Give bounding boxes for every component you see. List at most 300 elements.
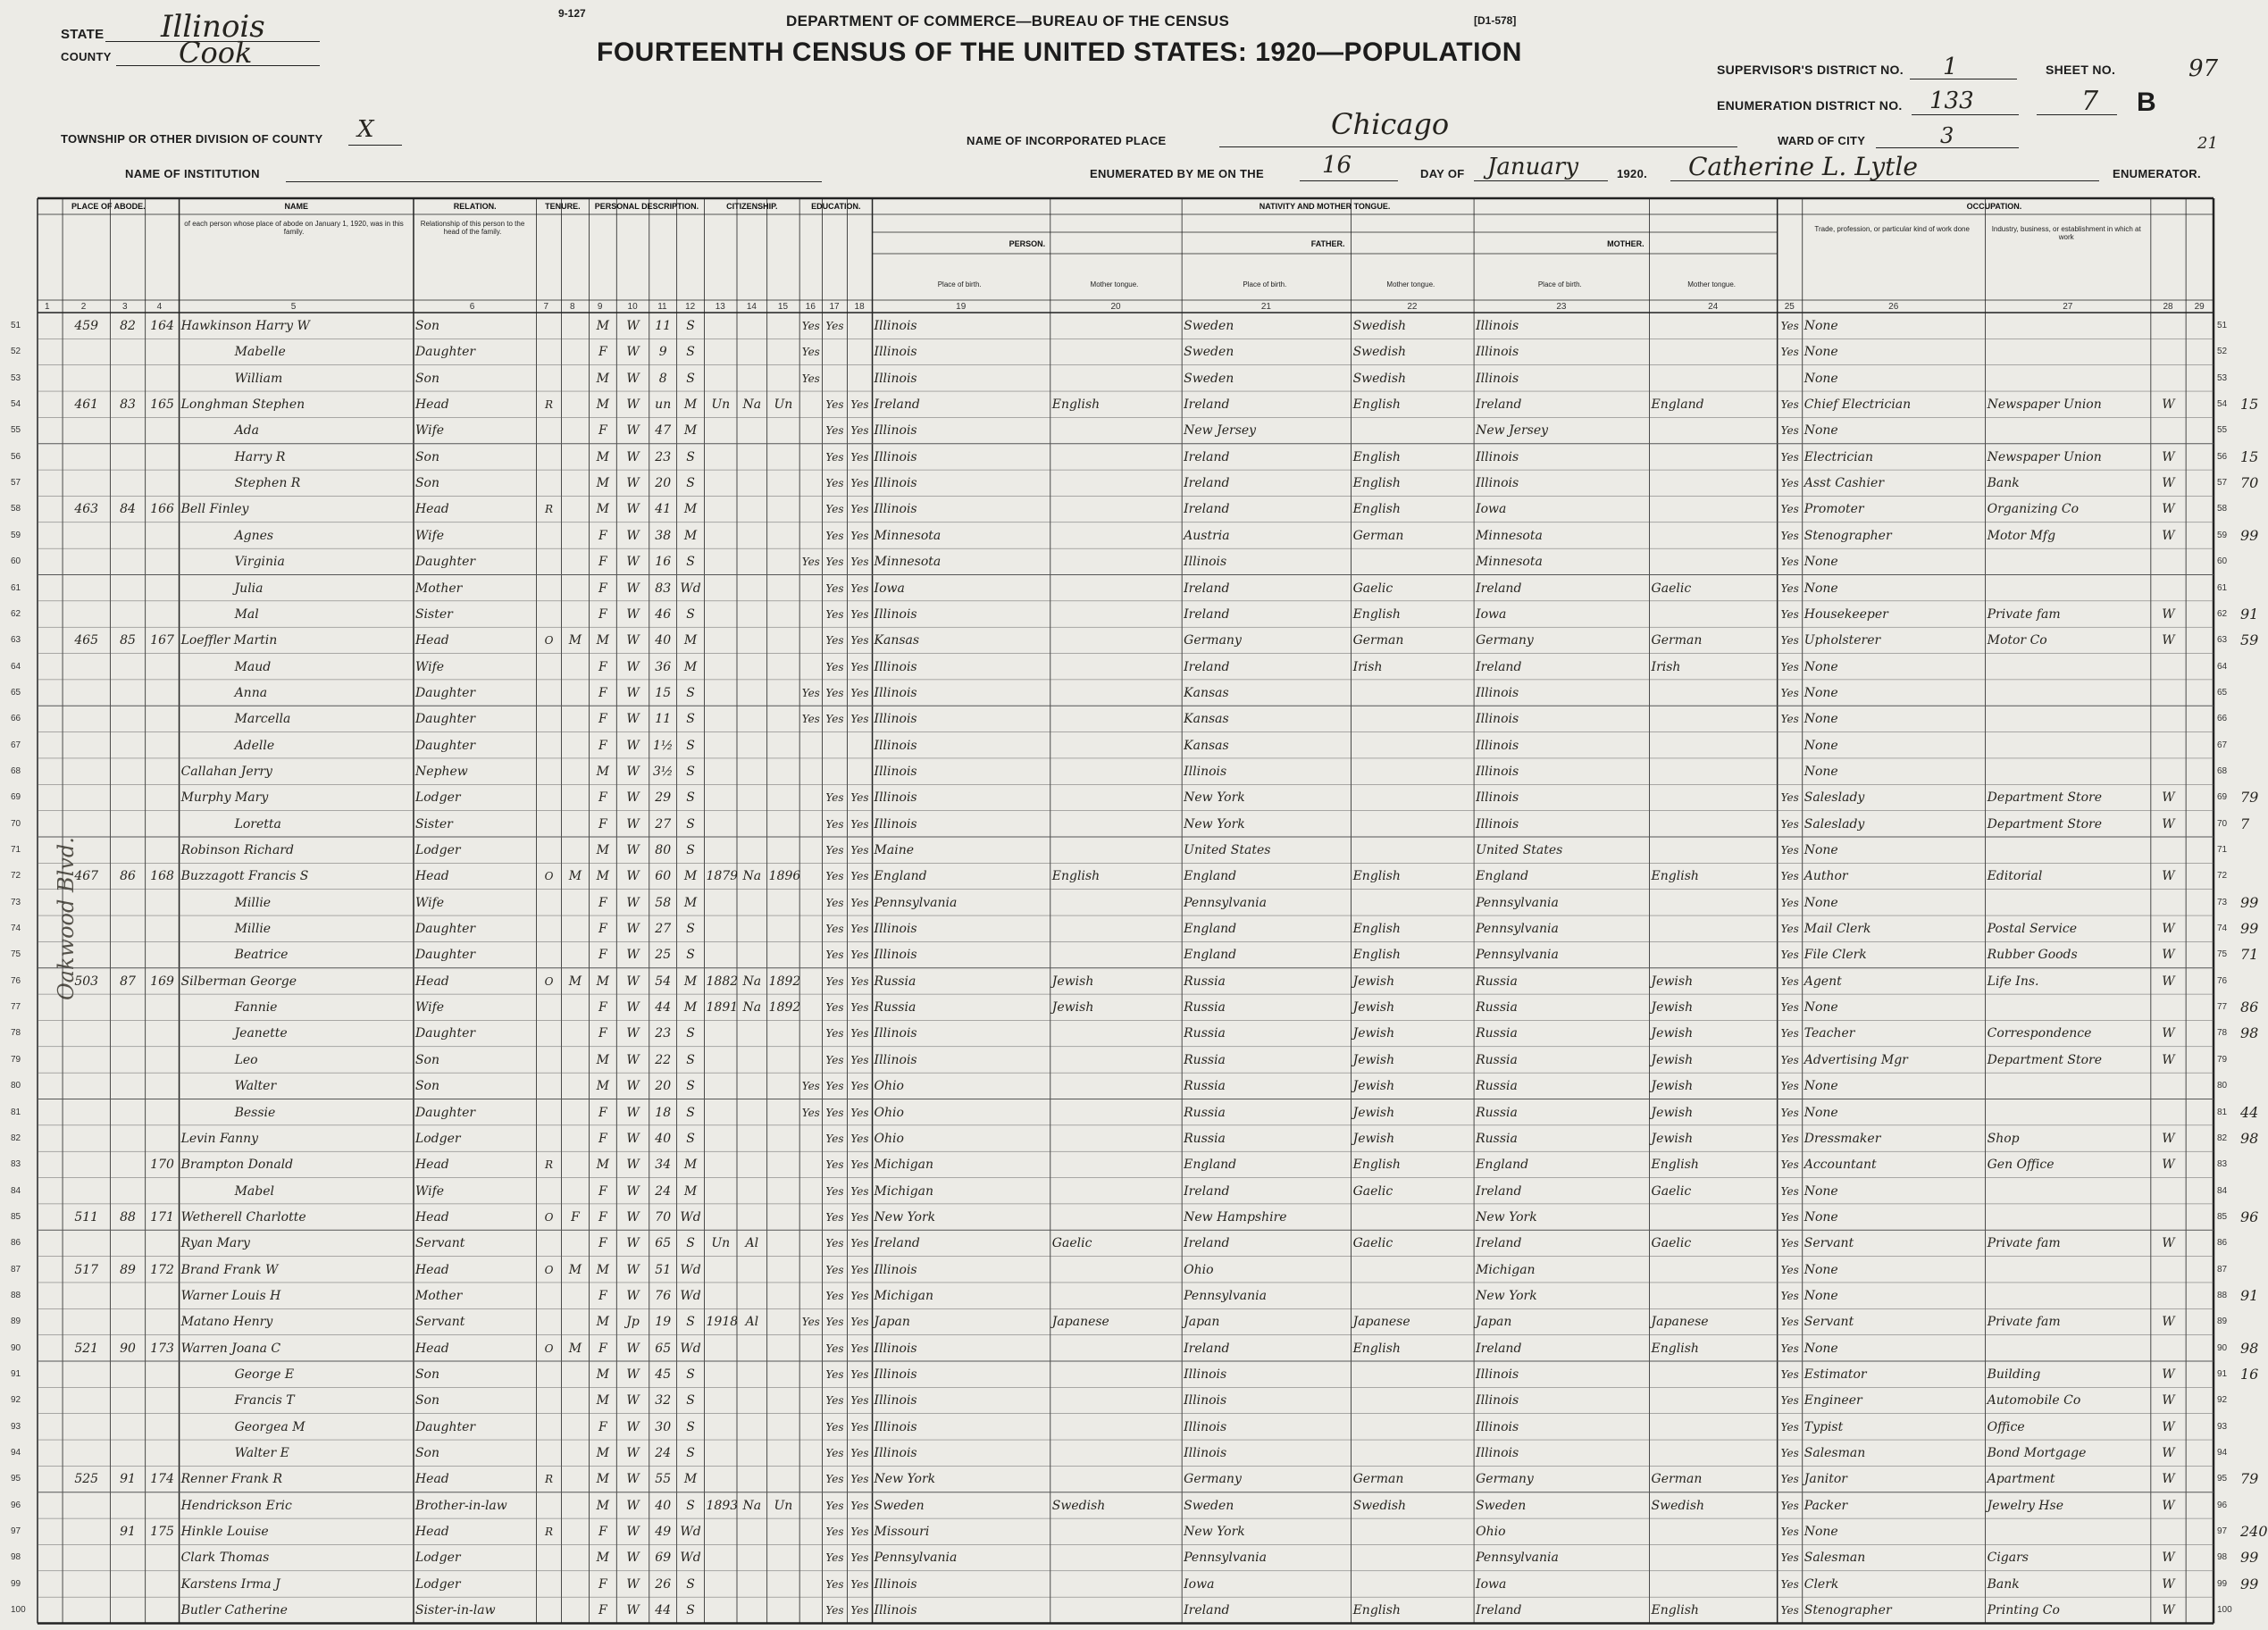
cell-mbp: Iowa [1476,1576,1507,1592]
cell-mt: English [1051,397,1101,413]
header-tongue-2: Mother tongue. [1687,280,1737,288]
cell-cls: W [2162,1236,2175,1251]
cell-sex: M [596,476,609,491]
cell-age: 15 [655,685,672,700]
cell-ms: S [686,764,695,779]
cell-rel: Wife [414,659,445,674]
line-number: 88 [11,1290,21,1300]
cell-write: Yes [850,1001,869,1015]
cell-mmt: German [1651,633,1703,648]
cell-cls: W [2162,449,2175,464]
cell-mmt: Swedish [1651,1498,1705,1513]
header-person: PERSON. [1008,239,1046,248]
cell-fbp: Russia [1184,1105,1226,1120]
cell-eng: Yes [1780,1526,1799,1539]
cell-sex: F [598,1026,607,1041]
cell-sex: F [598,1183,607,1199]
cell-fmt: English [1352,948,1401,963]
cell-sex: M [596,1393,609,1408]
cell-mbp: Illinois [1476,371,1519,386]
cell-mmt: English [1651,1341,1699,1356]
cell-ind: Rubber Goods [1987,948,2078,963]
cell-ms: S [686,1603,695,1618]
line-number-right: 66 [2217,714,2228,724]
column-number: 12 [685,302,696,312]
cell-race: W [626,922,640,937]
cell-eng: Yes [1780,1342,1799,1355]
cell-ms: S [686,1498,695,1513]
column-number: 5 [290,302,297,312]
cell-race: W [626,476,640,491]
cell-ind: Cigars [1987,1551,2029,1566]
cell-name: Marcella [234,712,291,727]
cell-fbp: Illinois [1184,1367,1227,1382]
cell-eng: Yes [1780,634,1799,648]
line-number: 53 [11,372,21,383]
cell-write: Yes [850,1526,869,1539]
cell-mbp: Ireland [1476,397,1522,413]
cell-mbp: Iowa [1476,606,1507,622]
cell-mmt: Jewish [1651,1026,1694,1041]
cell-school: Yes [801,686,820,699]
cell-age: 36 [655,659,672,674]
cell-fbp: England [1184,869,1237,884]
cell-imm: Un [711,397,731,413]
cell-trade: None [1804,685,1838,700]
cell-rel: Son [414,1052,439,1067]
cell-trade: None [1804,1262,1838,1277]
cell-name: Warner Louis H [180,1288,281,1303]
cell-write: Yes [850,817,869,831]
cell-trade: None [1804,371,1838,386]
cell-read: Yes [825,713,844,726]
column-number: 9 [597,302,603,312]
cell-sex: F [598,1105,607,1120]
line-number-right: 55 [2217,425,2228,436]
cell-trade: Stenographer [1804,528,1892,543]
line-number: 99 [11,1578,21,1589]
cell-trade: Engineer [1804,1393,1862,1408]
cell-sex: F [598,948,607,963]
header-nativity: NATIVITY AND MOTHER TONGUE. [1259,202,1391,211]
cell-mbp: Germany [1476,1472,1534,1487]
cell-eng: Yes [1780,844,1799,857]
cell-trade: None [1804,1525,1838,1540]
cell-rel: Head [414,633,449,648]
cell-sex: F [598,790,607,806]
line-number: 79 [11,1054,21,1065]
cell-trade: File Clerk [1804,948,1867,963]
cell-trade: Upholsterer [1804,633,1881,648]
cell-mbp: Ohio [1476,1525,1506,1540]
cell-age: 32 [655,1393,672,1408]
cell-ms: S [686,922,695,937]
cell-rel: Son [414,1079,439,1094]
cell-fbp: Ireland [1184,659,1230,674]
cell-fmt: Irish [1352,659,1383,674]
cell-ind: Office [1987,1419,2025,1434]
line-number-right: 75 [2217,949,2228,960]
cell-fmt: English [1352,502,1401,517]
cell-age: 49 [655,1525,672,1540]
cell-trade: Estimator [1804,1367,1867,1382]
cell-school: Yes [801,372,820,385]
cell-fbp: Ireland [1184,1183,1230,1199]
cell-ms: S [686,1131,695,1146]
header-relation: RELATION. [453,202,497,211]
cell-race: W [626,1236,640,1251]
cell-mbp: Russia [1476,974,1518,989]
cell-bp: Illinois [874,1393,917,1408]
cell-om: M [568,869,582,884]
cell-age: 69 [655,1551,672,1566]
cell-write: Yes [850,660,869,673]
cell-read: Yes [825,320,844,332]
margin-note: 86 [2240,999,2259,1016]
cell-mbp: England [1476,869,1529,884]
cell-mbp: New Jersey [1476,423,1549,439]
cell-dwelling: 90 [120,1341,136,1356]
cell-fbp: Austria [1184,528,1230,543]
cell-name: Beatrice [234,948,289,963]
cell-eng: Yes [1780,1001,1799,1015]
cell-school: Yes [801,1106,820,1119]
cell-sex: F [598,1000,607,1016]
cell-race: W [626,1131,640,1146]
cell-read: Yes [825,1106,844,1119]
cell-age: 44 [655,1000,672,1016]
column-number: 15 [777,302,789,312]
cell-fbp: Germany [1184,633,1242,648]
cell-ind: Department Store [1987,816,2103,832]
cell-sex: F [598,1131,607,1146]
cell-trade: Packer [1804,1498,1848,1513]
cell-dwelling: 89 [120,1262,136,1277]
cell-sex: F [598,1236,607,1251]
cell-age: 1½ [652,738,674,753]
cell-dwelling: 86 [120,869,136,884]
cell-trade: None [1804,1105,1838,1120]
cell-trade: Chief Electrician [1804,397,1912,413]
cell-name: Matano Henry [180,1315,273,1330]
cell-bp: Illinois [874,606,917,622]
cell-mmt: German [1651,1472,1703,1487]
cell-home: O [544,1210,554,1224]
cell-rel: Head [414,1262,449,1277]
cell-age: 27 [655,922,672,937]
column-number: 29 [2194,302,2205,312]
line-number-right: 70 [2217,818,2228,829]
cell-om: M [568,1262,582,1277]
line-number-right: 76 [2217,975,2228,986]
line-number: 86 [11,1238,21,1249]
cell-eng: Yes [1780,1106,1799,1119]
cell-eng: Yes [1780,346,1799,359]
margin-note: 16 [2240,1366,2259,1383]
cell-ms: S [686,816,695,832]
cell-race: W [626,948,640,963]
cell-nat: Al [745,1236,759,1251]
cell-fbp: Illinois [1184,1419,1227,1434]
cell-sex: M [596,1052,609,1067]
cell-age: 22 [655,1052,672,1067]
column-number: 24 [1708,302,1719,312]
cell-age: 27 [655,816,672,832]
cell-age: 24 [655,1183,672,1199]
cell-bp: Illinois [874,1576,917,1592]
header-birthplace-0: Place of birth. [937,280,982,288]
cell-write: Yes [850,1551,869,1565]
cell-fbp: England [1184,1158,1237,1173]
cell-cls: W [2162,974,2175,989]
cell-write: Yes [850,974,869,988]
cell-fmt: German [1352,633,1404,648]
cell-trade: None [1804,319,1838,333]
cell-fbp: Russia [1184,1052,1226,1067]
cell-ind: Motor Co [1987,633,2047,648]
cell-race: W [626,738,640,753]
line-number: 59 [11,530,21,540]
cell-race: W [626,1393,640,1408]
cell-write: Yes [850,1263,869,1276]
cell-cls: W [2162,1576,2175,1592]
county-value: Cook [179,36,253,70]
cell-family: 165 [150,397,174,413]
cell-bp: Illinois [874,790,917,806]
line-number: 67 [11,740,21,750]
line-number-right: 81 [2217,1107,2228,1117]
cell-ind: Bank [1987,1576,2020,1592]
margin-note: 44 [2240,1103,2259,1121]
line-number: 84 [11,1185,21,1196]
cell-fmt: Jewish [1352,1131,1395,1146]
cell-race: W [626,1446,640,1461]
cell-eng: Yes [1780,450,1799,464]
cell-mbp: Pennsylvania [1476,1551,1559,1566]
cell-cls: W [2162,1158,2175,1173]
cell-eng: Yes [1780,1394,1799,1408]
header-tongue-1: Mother tongue. [1386,280,1435,288]
margin-note: 71 [2240,946,2259,964]
cell-sex: F [598,659,607,674]
cell-ind: Shop [1987,1131,2020,1146]
cell-sex: F [598,816,607,832]
header-occupation: OCCUPATION. [1966,202,2022,211]
cell-eng: Yes [1780,1473,1799,1486]
cell-rel: Daughter [414,555,476,570]
cell-eng: Yes [1780,1263,1799,1276]
cell-read: Yes [825,634,844,648]
cell-rel: Daughter [414,345,476,360]
cell-read: Yes [825,844,844,857]
cell-name: Walter [234,1079,277,1094]
cell-bp: Illinois [874,922,917,937]
cell-eng: Yes [1780,1551,1799,1565]
cell-house: 461 [74,397,99,413]
line-number: 76 [11,975,21,986]
line-number: 75 [11,949,21,960]
cell-age: 25 [655,948,672,963]
line-number: 91 [11,1369,21,1379]
cell-fbp: New York [1184,816,1245,832]
cell-name: Clark Thomas [180,1551,270,1566]
cell-home: O [544,1263,554,1276]
cell-ms: S [686,685,695,700]
cell-fbp: Sweden [1184,345,1234,360]
sheet-label: SHEET NO. [2046,63,2116,77]
cell-read: Yes [825,503,844,516]
cell-ms: S [686,371,695,386]
cell-age: 65 [655,1236,672,1251]
cell-fbp: Ireland [1184,1341,1230,1356]
line-number-right: 90 [2217,1342,2228,1353]
cell-fbp: Pennsylvania [1184,895,1267,910]
cell-fbp: England [1184,922,1237,937]
column-number: 13 [715,302,725,312]
cell-cls: W [2162,528,2175,543]
cell-bp: Sweden [874,1498,925,1513]
cell-name: Mal [234,606,259,622]
header-birthplace-2: Place of birth. [1537,280,1582,288]
cell-read: Yes [825,870,844,883]
cell-write: Yes [850,896,869,909]
cell-fmt: Gaelic [1352,1183,1393,1199]
cell-yrnat: 1892 [768,1000,801,1016]
cell-dwelling: 87 [120,974,136,989]
cell-eng: Yes [1780,1289,1799,1302]
sheet-value: 7 [2081,86,2099,117]
cell-rel: Wife [414,423,445,439]
cell-age: 3½ [652,764,674,779]
cell-race: W [626,606,640,622]
cell-write: Yes [850,1342,869,1355]
cell-school: Yes [801,346,820,359]
cell-mbp: Michigan [1476,1262,1536,1277]
cell-trade: Dressmaker [1804,1131,1881,1146]
cell-bp: Illinois [874,1446,917,1461]
cell-race: W [626,555,640,570]
cell-fmt: English [1352,449,1401,464]
cell-cls: W [2162,1446,2175,1461]
cell-ind: Department Store [1987,1052,2103,1067]
cell-fbp: Illinois [1184,764,1227,779]
cell-ind: Correspondence [1987,1026,2092,1041]
cell-trade: Housekeeper [1804,606,1888,622]
cell-name: Bessie [234,1105,276,1120]
cell-name: Warren Joana C [180,1341,281,1356]
cell-bp: Ohio [874,1079,904,1094]
cell-write: Yes [850,923,869,936]
cell-imm: 1879 [706,869,739,884]
cell-bp: Illinois [874,1052,917,1067]
cell-eng: Yes [1780,1316,1799,1329]
cell-ind: Newspaper Union [1987,449,2102,464]
cell-om: F [571,1209,580,1225]
cell-ms: M [683,1000,698,1016]
margin-note: 79 [2240,1470,2259,1488]
cell-bp: Maine [874,843,915,857]
cell-ms: S [686,1105,695,1120]
cell-dwelling: 82 [120,319,136,333]
cell-mmt: English [1651,869,1699,884]
cell-trade: Accountant [1804,1158,1877,1173]
cell-cls: W [2162,606,2175,622]
cell-mbp: Japan [1476,1315,1512,1330]
cell-eng: Yes [1780,1577,1799,1591]
header-relation-desc: Relationship of this person to the head of the family. [420,220,525,236]
cell-mmt: Jewish [1651,1052,1694,1067]
enum-month: January [1487,154,1579,180]
cell-fbp: Russia [1184,1131,1226,1146]
cell-read: Yes [825,1210,844,1224]
cell-yrnat: 1892 [768,974,801,989]
cell-ms: S [686,555,695,570]
cell-mt: Gaelic [1051,1236,1092,1251]
cell-write: Yes [850,529,869,542]
cell-cls: W [2162,1498,2175,1513]
cell-ms: S [686,1419,695,1434]
day-of-label: DAY OF [1420,167,1465,180]
cell-age: un [655,397,672,413]
header-trade: Trade, profession, or particular kind of work done [1814,225,1970,233]
cell-ms: M [683,423,698,439]
cell-sex: F [598,1341,607,1356]
cell-fbp: Kansas [1184,685,1229,700]
cell-sex: M [596,1158,609,1173]
cell-rel: Son [414,371,439,386]
cell-write: Yes [850,713,869,726]
cell-fmt: English [1352,869,1401,884]
cell-read: Yes [825,1473,844,1486]
cell-fbp: Ireland [1184,502,1230,517]
line-number-right: 73 [2217,897,2228,907]
cell-rel: Son [414,319,439,333]
cell-eng: Yes [1780,1447,1799,1460]
cell-race: W [626,1341,640,1356]
cell-ind: Jewelry Hse [1987,1498,2063,1513]
cell-write: Yes [850,1027,869,1041]
cell-write: Yes [850,791,869,805]
cell-school: Yes [801,713,820,726]
column-number: 21 [1260,302,1271,312]
column-number: 25 [1784,302,1795,312]
line-number-right: 86 [2217,1238,2228,1249]
cell-mmt: English [1651,1158,1699,1173]
cell-mbp: Illinois [1476,476,1519,491]
cell-read: Yes [825,1237,844,1250]
cell-imm: 1918 [706,1315,739,1330]
cell-write: Yes [850,844,869,857]
cell-rel: Head [414,974,449,989]
cell-om: M [568,974,582,989]
cell-fbp: Ireland [1184,606,1230,622]
cell-family: 164 [150,319,174,333]
cell-rel: Head [414,869,449,884]
cell-ind: Bank [1987,476,2020,491]
cell-write: Yes [850,1368,869,1381]
cell-ms: Wd [680,1341,701,1356]
cell-age: 83 [655,581,672,596]
cell-sex: F [598,555,607,570]
cell-fbp: Sweden [1184,1498,1234,1513]
cell-age: 11 [655,712,672,727]
cell-ind: Private fam [1987,1315,2061,1330]
margin-note: 99 [2240,920,2259,938]
cell-rel: Son [414,1393,439,1408]
cell-dwelling: 91 [120,1525,136,1540]
line-number: 78 [11,1028,21,1039]
cell-name: William [234,371,283,386]
